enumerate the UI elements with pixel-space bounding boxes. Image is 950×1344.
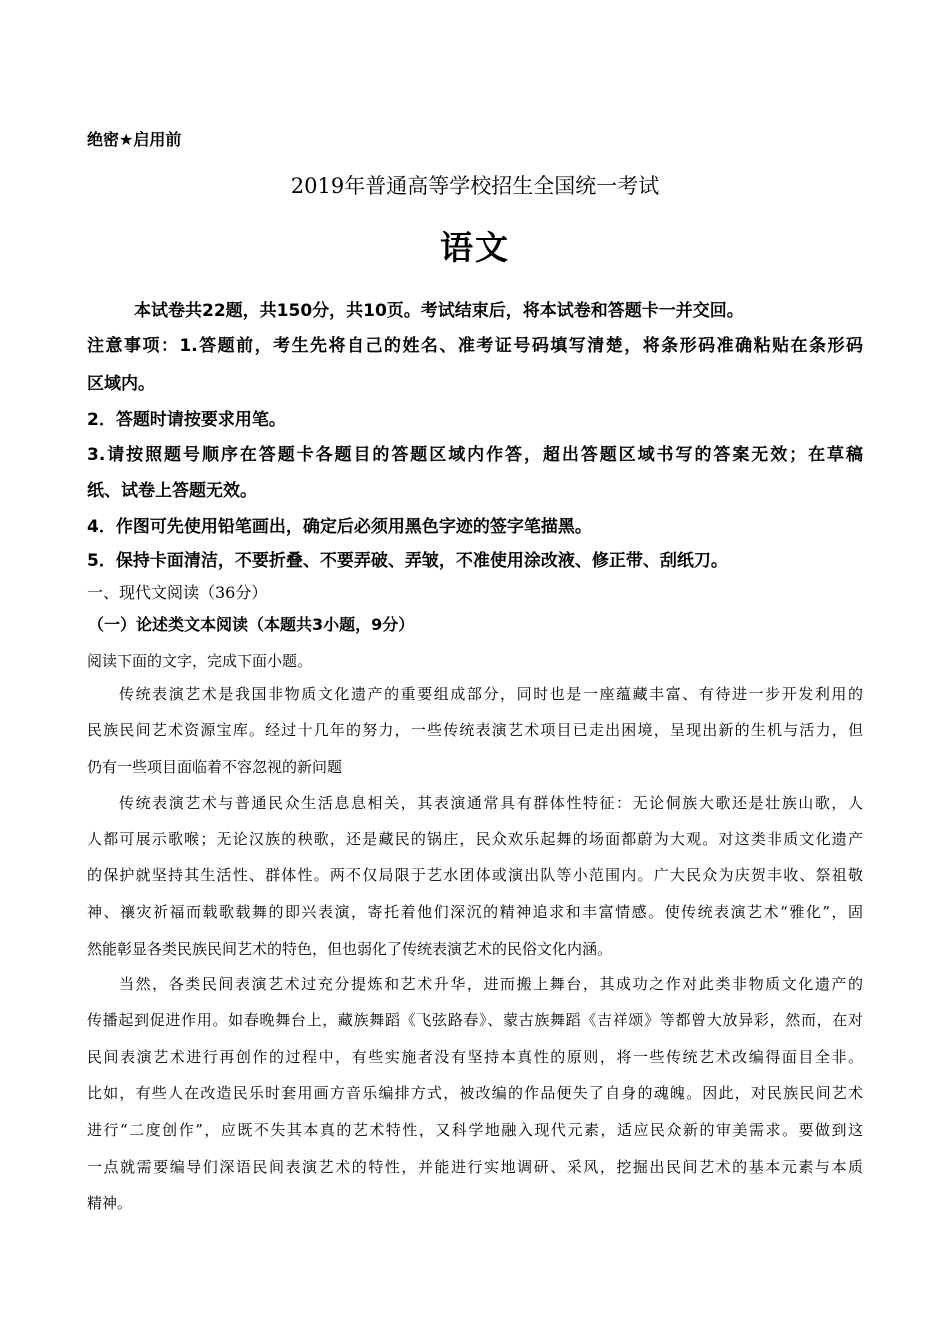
notice-1-line1: 注意事项：1.答题前，考生先将自己的姓名、准考证号码填写清楚，将条形码准确粘贴在条形码 — [87, 336, 863, 356]
passage-p3-line5: 进行“二度创作”，应既不失其本真的艺术特性，又科学地融入现代元素，适应民众新的审美需求。要做到这 — [87, 1121, 863, 1139]
passage-p2-line1: 传统表演艺术与普通民众生活息息相关，其表演通常具有群体性特征：无论侗族大歌还是壮族山歌，人 — [119, 794, 863, 812]
exam-title: 2019年普通高等学校招生全国统一考试 — [290, 174, 660, 198]
notice-4: 4．作图可先使用铅笔画出，确定后必须用黑色字迹的签字笔描黑。 — [87, 517, 592, 537]
passage-p3-line6: 一点就需要编导们深语民间表演艺术的特性，并能进行实地调研、采风，挖掘出民间艺术的基本元素与本质 — [87, 1158, 863, 1176]
reading-instruction: 阅读下面的文字，完成下面小题。 — [87, 652, 313, 670]
section-title: 一、现代文阅读（36分） — [87, 583, 268, 602]
passage-p1-line1: 传统表演艺术是我国非物质文化遗产的重要组成部分，同时也是一座蕴藏丰富、有待进一步开发利用的 — [119, 685, 863, 703]
passage-p2-line2: 人都可展示歌喉；无论汉族的秧歌，还是藏民的锅庄，民众欢乐起舞的场面都蔚为大观。对这类非质文化遗产 — [87, 830, 863, 848]
notice-2: 2．答题时请按要求用笔。 — [87, 410, 286, 430]
notice-5: 5．保持卡面清洁，不要折叠、不要弄破、弄皱，不准使用涂改液、修正带、刮纸刀。 — [87, 551, 728, 571]
passage-p3-line4: 比如，有些人在改造民乐时套用画方音乐编排方式，被改编的作品便失了自身的魂魄。因此，对民族民间艺术 — [87, 1084, 863, 1102]
passage-p3-line7: 精神。 — [87, 1194, 133, 1212]
notice-3-line1: 3.请按照题号顺序在答题卡各题目的答题区域内作答，超出答题区域书写的答案无效；在草稿 — [87, 445, 863, 465]
subject-title: 语文 — [440, 228, 510, 267]
passage-p3-line3: 民间表演艺术进行再创作的过程中，有些实施者没有坚持本真性的原则，将一些传统艺术改编得面目全非。 — [87, 1048, 863, 1066]
passage-p2-line4: 神、禳灾祈福而载歌载舞的即兴表演，寄托着他们深沉的精神追求和丰富情感。使传统表演艺术“雅化”，固 — [87, 903, 863, 921]
secret-mark: 绝密★启用前 — [87, 130, 182, 149]
passage-p1-line3: 仍有一些项目面临着不容忽视的新问题 — [87, 758, 343, 776]
passage-p2-line5: 然能彰显各类民族民间艺术的特色，但也弱化了传统表演艺术的民俗文化内涵。 — [87, 940, 613, 958]
passage-p2-line3: 的保护就坚持其生活性、群体性。两不仅局限于艺水团体或演出队等小范围内。广大民众为庆贺丰收、祭祖敬 — [87, 866, 863, 884]
notice-1-line2: 区域内。 — [87, 374, 155, 394]
notice-3-line2: 纸、试卷上答题无效。 — [87, 481, 257, 501]
passage-p3-line2: 传播起到促进作用。如春晚舞台上，藏族舞蹈《飞弦路春》、蒙古族舞蹈《吉祥颂》等都曾大放异彩，然而，在对 — [87, 1011, 863, 1029]
passage-p3-line1: 当然，各类民间表演艺术过充分提炼和艺术升华，进而搬上舞台，其成功之作对此类非物质文化遗产的 — [119, 975, 863, 993]
intro-text: 本试卷共22题，共150分，共10页。考试结束后，将本试卷和答题卡一并交回。 — [134, 301, 744, 321]
passage-p1-line2: 民族民间艺术资源宝库。经过十几年的努力，一些传统表演艺术项目已走出困境，呈现出新的生机与活力，但 — [87, 721, 863, 739]
subsection-title: （一）论述类文本阅读（本题共3小题，9分） — [88, 615, 415, 634]
